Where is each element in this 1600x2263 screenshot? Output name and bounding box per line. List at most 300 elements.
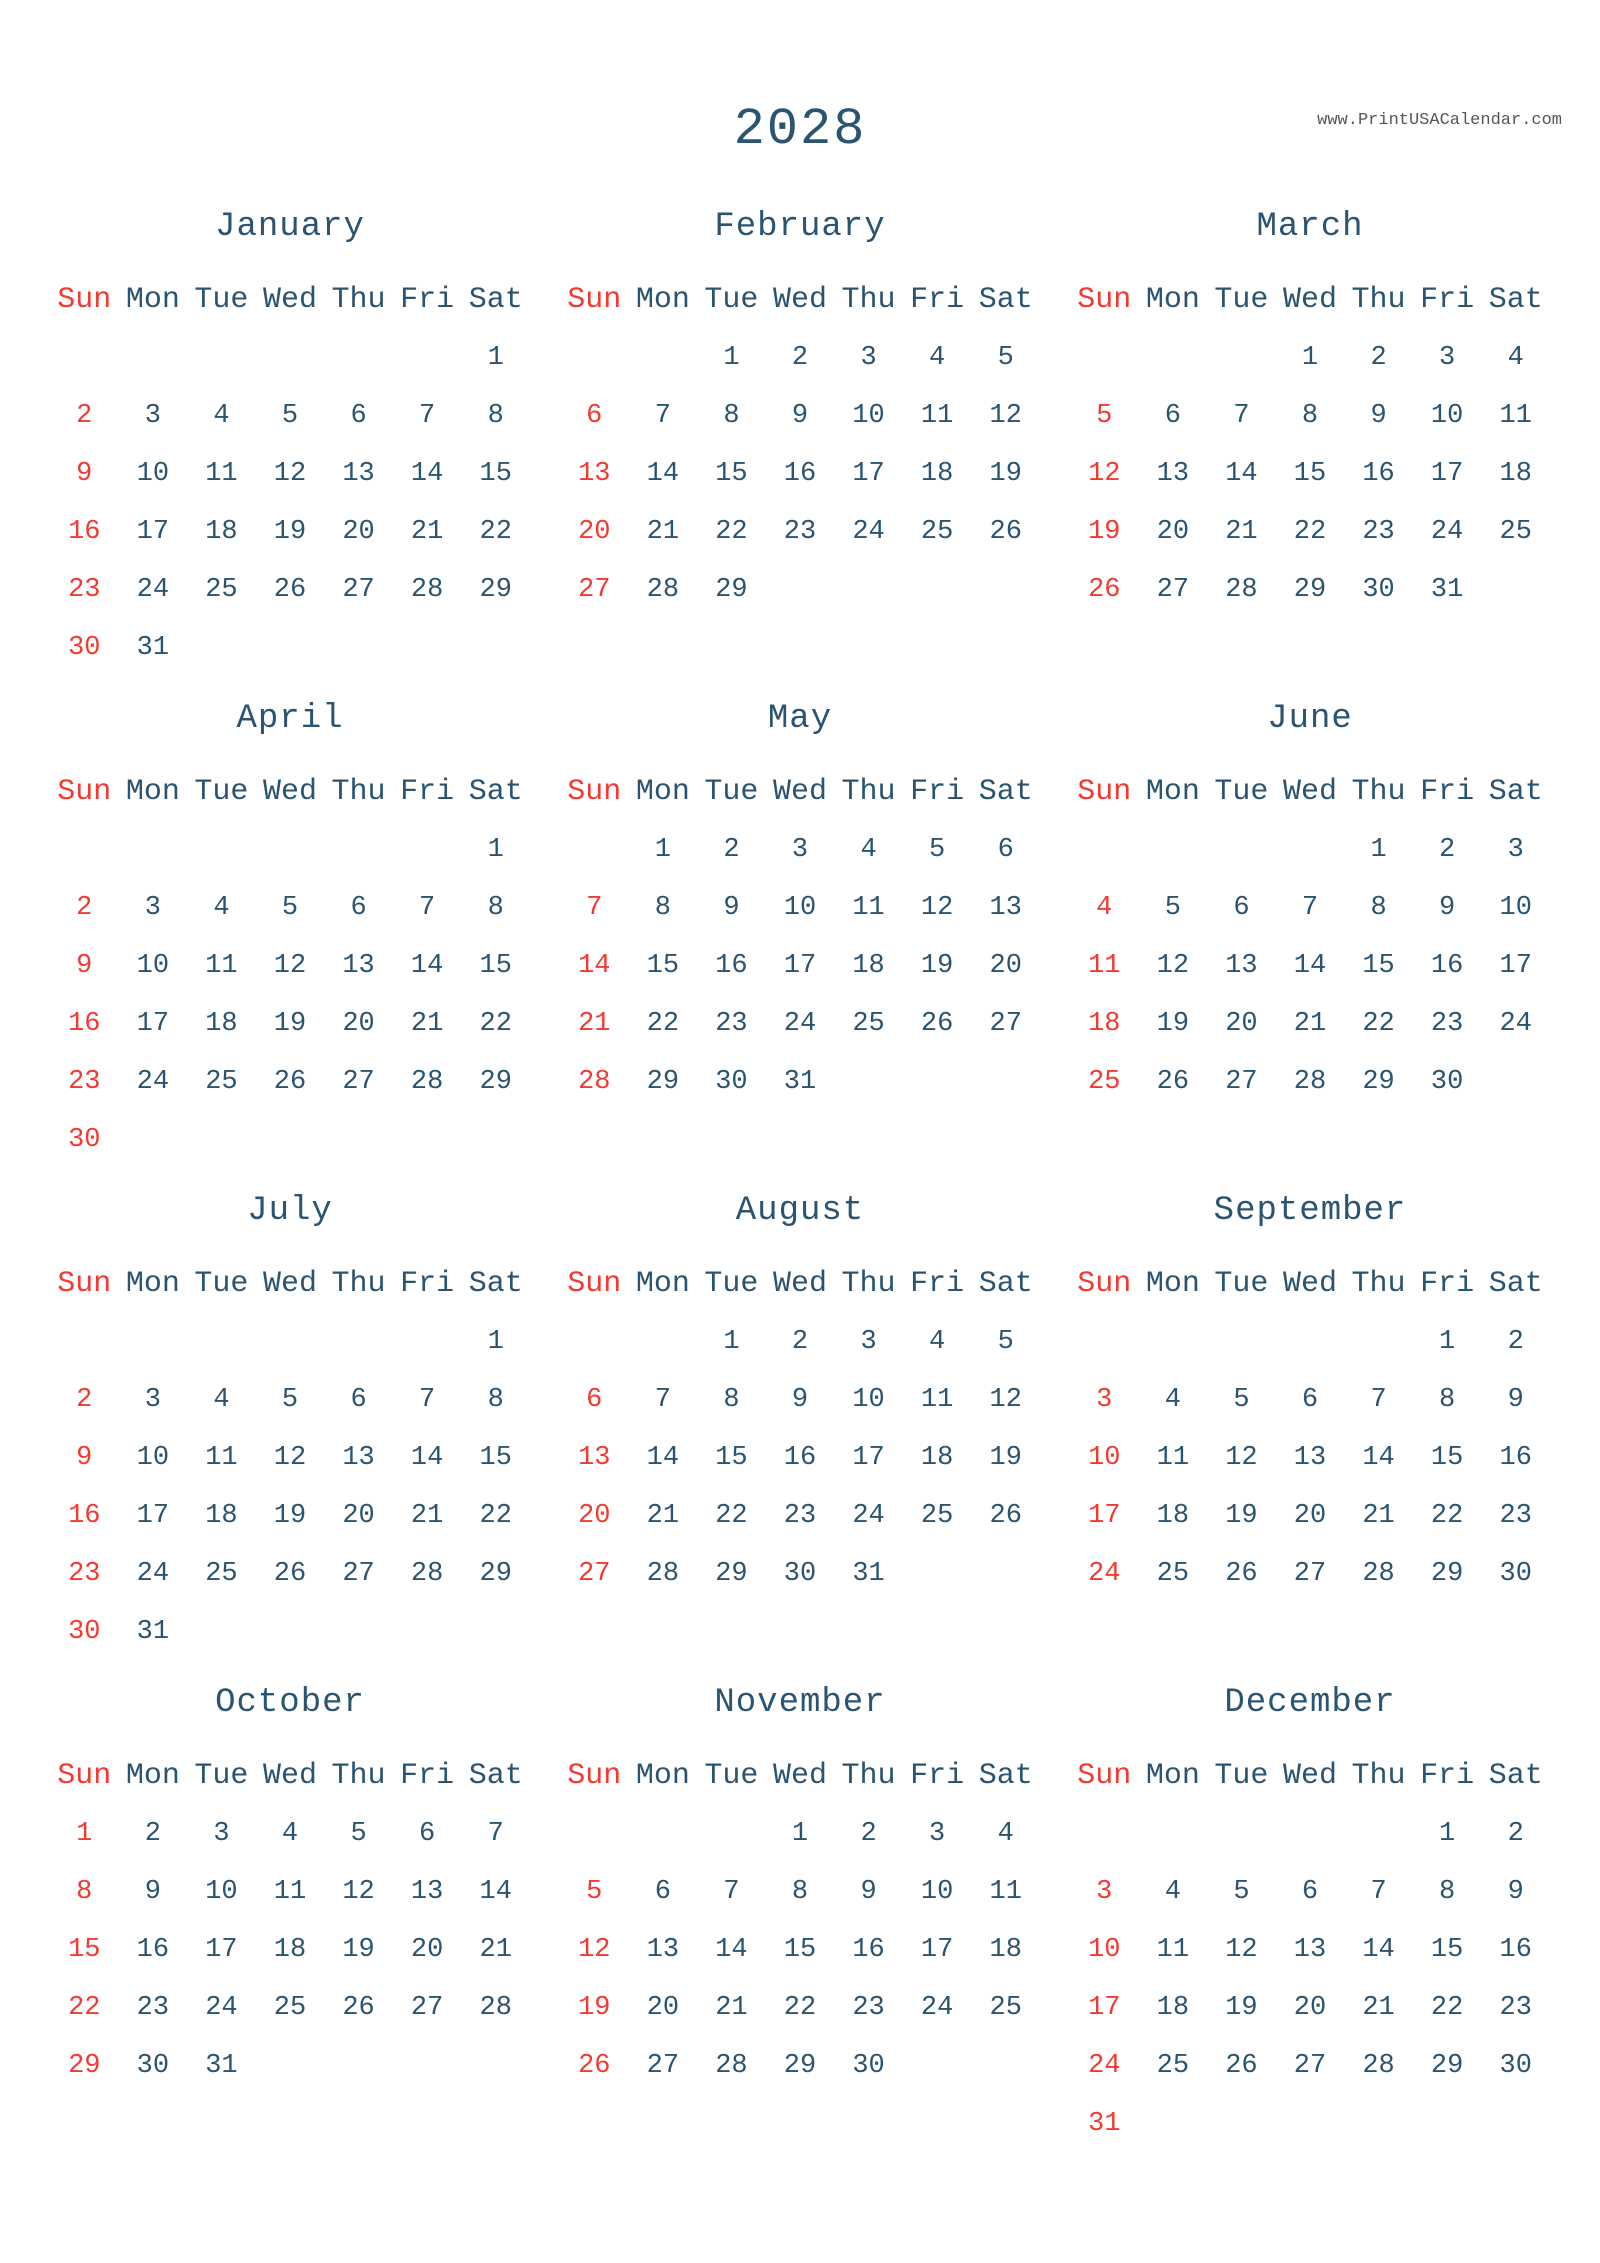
day-cell: 4 xyxy=(860,834,877,865)
day-cell-empty xyxy=(629,1805,698,1863)
day-cell: 6 xyxy=(350,1384,367,1415)
day-cell: 3 xyxy=(144,1384,161,1415)
day-cell-empty xyxy=(50,821,119,879)
day-cell-empty xyxy=(697,619,766,677)
weekday-header-fri: Fri xyxy=(910,1267,965,1301)
day-cell: 19 xyxy=(989,458,1022,489)
day-cell: 18 xyxy=(1156,1992,1190,2023)
day-cell-empty xyxy=(187,1111,256,1169)
day-cell: 24 xyxy=(1088,1558,1121,1589)
weekday-header-sat: Sat xyxy=(1488,283,1543,317)
day-cell: 7 xyxy=(1301,892,1319,923)
day-cell-empty xyxy=(256,1313,325,1371)
day-cell: 27 xyxy=(342,1558,375,1589)
day-cell: 21 xyxy=(410,1500,444,1531)
day-cell: 5 xyxy=(1096,400,1113,431)
day-cell: 10 xyxy=(136,1442,170,1473)
day-cell: 10 xyxy=(852,1384,885,1415)
day-cell: 4 xyxy=(929,1326,946,1357)
day-cell-empty xyxy=(971,2037,1040,2095)
day-cell-empty xyxy=(256,619,325,677)
day-cell: 24 xyxy=(136,1558,170,1589)
day-cell: 12 xyxy=(273,1442,307,1473)
day-cell: 23 xyxy=(68,574,101,605)
day-cell-empty xyxy=(187,1603,256,1661)
day-cell: 27 xyxy=(578,1558,611,1589)
day-cell: 12 xyxy=(273,950,307,981)
month-title: October xyxy=(215,1684,365,1722)
day-cell: 9 xyxy=(791,400,809,431)
day-cell: 16 xyxy=(1362,458,1395,489)
day-cell: 26 xyxy=(920,1008,954,1039)
month-february xyxy=(560,190,1040,682)
day-cell: 23 xyxy=(136,1992,170,2023)
day-cell-empty xyxy=(393,619,462,677)
day-cell: 14 xyxy=(1225,458,1258,489)
weekday-header-thu: Thu xyxy=(331,283,386,317)
day-cell-empty xyxy=(1139,1805,1208,1863)
day-cell-empty xyxy=(560,619,629,677)
day-cell: 20 xyxy=(342,516,375,547)
day-cell: 6 xyxy=(654,1876,671,1907)
day-cell: 12 xyxy=(989,400,1022,431)
day-cell: 21 xyxy=(646,516,680,547)
day-cell: 10 xyxy=(852,400,885,431)
day-cell: 11 xyxy=(1088,950,1121,981)
day-cell: 23 xyxy=(1499,1500,1532,1531)
day-cell: 27 xyxy=(410,1992,444,2023)
weekday-header-thu: Thu xyxy=(1351,775,1406,809)
day-cell-empty xyxy=(1070,1805,1139,1863)
day-cell-empty xyxy=(971,1053,1040,1111)
day-cell-empty xyxy=(1070,619,1139,677)
day-cell: 28 xyxy=(646,574,680,605)
day-cell: 21 xyxy=(479,1934,512,1965)
day-cell: 15 xyxy=(68,1934,101,1965)
weekday-header-mon: Mon xyxy=(635,1759,690,1793)
day-cell: 26 xyxy=(273,574,307,605)
day-cell: 4 xyxy=(213,892,230,923)
day-cell: 11 xyxy=(1499,400,1532,431)
day-cell-empty xyxy=(256,1111,325,1169)
weekday-header-tue: Tue xyxy=(704,283,759,317)
day-cell: 27 xyxy=(1293,1558,1327,1589)
weekday-header-wed: Wed xyxy=(1282,1267,1337,1301)
day-cell: 27 xyxy=(1293,2050,1327,2081)
day-cell: 27 xyxy=(646,2050,680,2081)
day-cell-empty xyxy=(256,2037,325,2095)
day-cell: 22 xyxy=(715,516,748,547)
weekday-header-tue: Tue xyxy=(1214,283,1269,317)
day-cell: 5 xyxy=(281,892,299,923)
year-title: 2028 xyxy=(733,100,867,159)
day-cell: 1 xyxy=(654,834,671,865)
day-cell: 1 xyxy=(1301,342,1319,373)
day-cell: 6 xyxy=(1301,1876,1319,1907)
day-cell-empty xyxy=(834,1603,903,1661)
day-cell: 10 xyxy=(783,892,817,923)
day-cell: 17 xyxy=(1088,1500,1121,1531)
day-cell: 7 xyxy=(654,400,671,431)
day-cell: 29 xyxy=(1430,2050,1464,2081)
month-title: April xyxy=(236,700,344,738)
day-cell: 31 xyxy=(783,1066,817,1097)
day-cell: 7 xyxy=(487,1818,504,1849)
day-cell-empty xyxy=(1276,821,1345,879)
weekday-header-thu: Thu xyxy=(841,1759,896,1793)
day-cell: 26 xyxy=(1088,574,1121,605)
day-cell: 14 xyxy=(410,950,444,981)
day-cell-empty xyxy=(834,619,903,677)
month-days-grid xyxy=(560,271,1040,677)
day-cell: 19 xyxy=(1225,1500,1258,1531)
weekday-header-fri: Fri xyxy=(400,775,455,809)
weekday-header-thu: Thu xyxy=(841,775,896,809)
day-cell: 15 xyxy=(1430,1934,1464,1965)
weekday-header-thu: Thu xyxy=(331,1759,386,1793)
day-cell: 9 xyxy=(1439,892,1456,923)
day-cell: 7 xyxy=(1233,400,1250,431)
day-cell: 21 xyxy=(410,516,444,547)
day-cell-empty xyxy=(1070,1603,1139,1661)
day-cell: 10 xyxy=(136,950,170,981)
day-cell-empty xyxy=(1413,1111,1482,1169)
weekday-header-sat: Sat xyxy=(978,775,1033,809)
day-cell-empty xyxy=(187,821,256,879)
day-cell: 8 xyxy=(487,892,504,923)
day-cell: 16 xyxy=(1499,1934,1532,1965)
weekday-header-wed: Wed xyxy=(772,283,827,317)
day-cell: 9 xyxy=(1507,1876,1524,1907)
day-cell: 15 xyxy=(1430,1442,1464,1473)
day-cell: 21 xyxy=(578,1008,611,1039)
month-title: May xyxy=(767,700,833,738)
day-cell-empty xyxy=(903,1545,972,1603)
day-cell: 2 xyxy=(791,1326,809,1357)
day-cell: 30 xyxy=(783,1558,817,1589)
weekday-header-tue: Tue xyxy=(194,775,249,809)
day-cell-empty xyxy=(1481,1111,1550,1169)
day-cell: 20 xyxy=(342,1008,375,1039)
day-cell: 11 xyxy=(205,1442,238,1473)
day-cell-empty xyxy=(324,2037,393,2095)
day-cell-empty xyxy=(1139,2095,1208,2153)
day-cell: 18 xyxy=(205,1500,238,1531)
day-cell: 4 xyxy=(281,1818,299,1849)
day-cell-empty xyxy=(766,1111,835,1169)
weekday-header-mon: Mon xyxy=(125,283,180,317)
day-cell: 1 xyxy=(1370,834,1387,865)
day-cell: 25 xyxy=(920,1500,954,1531)
day-cell-empty xyxy=(629,619,698,677)
weekday-header-wed: Wed xyxy=(1282,283,1337,317)
day-cell: 23 xyxy=(783,516,817,547)
day-cell: 7 xyxy=(654,1384,671,1415)
weekday-header-sat: Sat xyxy=(978,1759,1033,1793)
weekday-header-thu: Thu xyxy=(1351,1267,1406,1301)
weekday-header-fri: Fri xyxy=(1420,1267,1475,1301)
day-cell: 16 xyxy=(1430,950,1464,981)
day-cell: 6 xyxy=(586,400,603,431)
weekday-header-wed: Wed xyxy=(772,1267,827,1301)
day-cell: 24 xyxy=(783,1008,817,1039)
day-cell: 18 xyxy=(1088,1008,1121,1039)
day-cell: 4 xyxy=(929,342,946,373)
day-cell: 17 xyxy=(1499,950,1532,981)
day-cell: 19 xyxy=(273,1500,307,1531)
day-cell-empty xyxy=(766,619,835,677)
day-cell-empty xyxy=(903,2037,972,2095)
day-cell: 19 xyxy=(989,1442,1022,1473)
day-cell-empty xyxy=(766,561,835,619)
day-cell: 15 xyxy=(783,1934,817,1965)
day-cell: 13 xyxy=(342,950,375,981)
month-title: January xyxy=(215,208,365,246)
day-cell: 30 xyxy=(1430,1066,1464,1097)
day-cell-empty xyxy=(766,1603,835,1661)
weekday-header-thu: Thu xyxy=(841,1267,896,1301)
weekday-header-sun: Sun xyxy=(567,1759,622,1793)
day-cell: 12 xyxy=(1088,458,1121,489)
weekday-header-thu: Thu xyxy=(331,1267,386,1301)
day-cell: 27 xyxy=(1156,574,1190,605)
month-days-grid xyxy=(50,1747,530,2153)
day-cell: 13 xyxy=(342,458,375,489)
day-cell: 19 xyxy=(920,950,954,981)
day-cell: 24 xyxy=(852,1500,885,1531)
day-cell-empty xyxy=(834,1111,903,1169)
weekday-header-wed: Wed xyxy=(772,1759,827,1793)
day-cell-empty xyxy=(1276,1313,1345,1371)
day-cell: 23 xyxy=(1430,1008,1464,1039)
day-cell: 18 xyxy=(205,1008,238,1039)
day-cell: 18 xyxy=(920,458,954,489)
day-cell-empty xyxy=(1207,2095,1276,2153)
day-cell: 23 xyxy=(783,1500,817,1531)
day-cell: 25 xyxy=(205,574,238,605)
day-cell-empty xyxy=(697,1603,766,1661)
day-cell: 23 xyxy=(1499,1992,1532,2023)
day-cell: 21 xyxy=(1225,516,1258,547)
month-title: November xyxy=(714,1684,886,1722)
day-cell: 25 xyxy=(205,1066,238,1097)
month-days-grid xyxy=(560,1747,1040,2153)
weekday-header-wed: Wed xyxy=(262,283,317,317)
day-cell: 23 xyxy=(1362,516,1395,547)
day-cell: 5 xyxy=(1233,1876,1250,1907)
day-cell: 24 xyxy=(136,1066,170,1097)
day-cell: 9 xyxy=(144,1876,161,1907)
weekday-header-tue: Tue xyxy=(194,1267,249,1301)
day-cell: 19 xyxy=(1088,516,1121,547)
day-cell: 29 xyxy=(479,574,512,605)
day-cell-empty xyxy=(971,1603,1040,1661)
day-cell-empty xyxy=(971,1111,1040,1169)
day-cell-empty xyxy=(560,2095,629,2153)
month-days-grid xyxy=(1070,1747,1550,2153)
day-cell: 16 xyxy=(1499,1442,1532,1473)
day-cell: 26 xyxy=(1225,1558,1258,1589)
day-cell: 20 xyxy=(578,1500,611,1531)
day-cell: 2 xyxy=(1439,834,1456,865)
day-cell-empty xyxy=(119,329,188,387)
day-cell: 17 xyxy=(783,950,817,981)
day-cell: 14 xyxy=(410,458,444,489)
day-cell: 7 xyxy=(419,400,436,431)
day-cell-empty xyxy=(50,329,119,387)
day-cell: 31 xyxy=(852,1558,885,1589)
month-may xyxy=(560,682,1040,1174)
day-cell: 15 xyxy=(479,1442,512,1473)
day-cell-empty xyxy=(393,2037,462,2095)
day-cell: 11 xyxy=(273,1876,307,1907)
day-cell-empty xyxy=(1139,1313,1208,1371)
day-cell: 11 xyxy=(1156,1934,1190,1965)
day-cell-empty xyxy=(1070,821,1139,879)
day-cell-empty xyxy=(1276,1111,1345,1169)
day-cell: 18 xyxy=(852,950,885,981)
day-cell: 11 xyxy=(205,458,238,489)
day-cell: 1 xyxy=(76,1818,93,1849)
day-cell: 1 xyxy=(487,342,504,373)
day-cell: 8 xyxy=(1439,1876,1456,1907)
day-cell: 6 xyxy=(1301,1384,1319,1415)
day-cell-empty xyxy=(560,1313,629,1371)
weekday-header-tue: Tue xyxy=(194,1759,249,1793)
day-cell: 22 xyxy=(646,1008,680,1039)
day-cell: 11 xyxy=(920,1384,954,1415)
day-cell: 7 xyxy=(419,892,436,923)
day-cell: 4 xyxy=(213,400,230,431)
day-cell: 4 xyxy=(1164,1384,1181,1415)
day-cell-empty xyxy=(461,1603,530,1661)
weekday-header-mon: Mon xyxy=(635,775,690,809)
day-cell: 8 xyxy=(723,1384,740,1415)
day-cell: 30 xyxy=(68,1616,101,1647)
day-cell: 22 xyxy=(1430,1992,1464,2023)
day-cell: 10 xyxy=(1499,892,1532,923)
day-cell: 6 xyxy=(350,400,367,431)
day-cell: 5 xyxy=(929,834,946,865)
day-cell: 20 xyxy=(1293,1500,1327,1531)
day-cell: 23 xyxy=(715,1008,748,1039)
day-cell-empty xyxy=(1481,1053,1550,1111)
day-cell-empty xyxy=(834,2095,903,2153)
month-september xyxy=(1070,1174,1550,1666)
day-cell-empty xyxy=(971,1545,1040,1603)
day-cell: 19 xyxy=(273,516,307,547)
day-cell-empty xyxy=(119,2095,188,2153)
day-cell: 3 xyxy=(791,834,809,865)
day-cell: 18 xyxy=(273,1934,307,1965)
day-cell: 29 xyxy=(479,1558,512,1589)
weekday-header-mon: Mon xyxy=(1145,283,1200,317)
weekday-header-thu: Thu xyxy=(1351,1759,1406,1793)
day-cell-empty xyxy=(903,1603,972,1661)
day-cell-empty xyxy=(1207,1603,1276,1661)
month-days-grid xyxy=(50,763,530,1169)
day-cell: 5 xyxy=(281,400,299,431)
day-cell: 29 xyxy=(715,1558,748,1589)
day-cell: 18 xyxy=(1499,458,1532,489)
month-august xyxy=(560,1174,1040,1666)
day-cell: 9 xyxy=(723,892,740,923)
weekday-header-wed: Wed xyxy=(1282,775,1337,809)
day-cell: 28 xyxy=(410,574,444,605)
day-cell: 8 xyxy=(791,1876,809,1907)
day-cell: 17 xyxy=(920,1934,954,1965)
day-cell: 3 xyxy=(1439,342,1456,373)
day-cell: 25 xyxy=(273,1992,307,2023)
day-cell: 21 xyxy=(715,1992,748,2023)
weekday-header-tue: Tue xyxy=(1214,775,1269,809)
day-cell-empty xyxy=(697,1805,766,1863)
weekday-header-mon: Mon xyxy=(635,283,690,317)
day-cell: 15 xyxy=(479,950,512,981)
day-cell: 26 xyxy=(1156,1066,1190,1097)
day-cell: 29 xyxy=(783,2050,817,2081)
month-title: June xyxy=(1267,700,1353,738)
weekday-header-sat: Sat xyxy=(1488,1267,1543,1301)
day-cell: 19 xyxy=(578,1992,611,2023)
day-cell-empty xyxy=(971,2095,1040,2153)
weekday-header-fri: Fri xyxy=(910,283,965,317)
weekday-header-fri: Fri xyxy=(910,1759,965,1793)
day-cell: 18 xyxy=(205,516,238,547)
day-cell: 28 xyxy=(578,1066,611,1097)
weekday-header-sun: Sun xyxy=(567,775,622,809)
day-cell: 5 xyxy=(350,1818,367,1849)
day-cell: 6 xyxy=(350,892,367,923)
day-cell-empty xyxy=(50,2095,119,2153)
day-cell: 14 xyxy=(646,1442,680,1473)
day-cell: 25 xyxy=(205,1558,238,1589)
month-title: July xyxy=(247,1192,333,1230)
day-cell: 1 xyxy=(487,834,504,865)
day-cell: 24 xyxy=(920,1992,954,2023)
day-cell: 4 xyxy=(1507,342,1524,373)
day-cell: 3 xyxy=(1096,1876,1113,1907)
day-cell-empty xyxy=(903,561,972,619)
day-cell-empty xyxy=(1139,329,1208,387)
day-cell: 30 xyxy=(852,2050,885,2081)
day-cell: 3 xyxy=(144,400,161,431)
day-cell: 14 xyxy=(1293,950,1327,981)
day-cell: 15 xyxy=(479,458,512,489)
day-cell-empty xyxy=(903,619,972,677)
weekday-header-sun: Sun xyxy=(1077,1267,1132,1301)
day-cell: 24 xyxy=(1499,1008,1532,1039)
day-cell-empty xyxy=(393,2095,462,2153)
weekday-header-wed: Wed xyxy=(262,775,317,809)
day-cell-empty xyxy=(187,1313,256,1371)
day-cell: 25 xyxy=(1088,1066,1121,1097)
day-cell: 22 xyxy=(1430,1500,1464,1531)
day-cell-empty xyxy=(1413,619,1482,677)
day-cell: 3 xyxy=(144,892,161,923)
day-cell-empty xyxy=(971,561,1040,619)
day-cell: 12 xyxy=(989,1384,1022,1415)
day-cell-empty xyxy=(903,1111,972,1169)
day-cell: 27 xyxy=(989,1008,1022,1039)
weekday-header-sat: Sat xyxy=(468,1759,523,1793)
day-cell: 21 xyxy=(1362,1500,1395,1531)
day-cell: 7 xyxy=(723,1876,740,1907)
day-cell: 12 xyxy=(1225,1934,1258,1965)
day-cell-empty xyxy=(560,821,629,879)
day-cell-empty xyxy=(119,821,188,879)
day-cell: 13 xyxy=(646,1934,680,1965)
